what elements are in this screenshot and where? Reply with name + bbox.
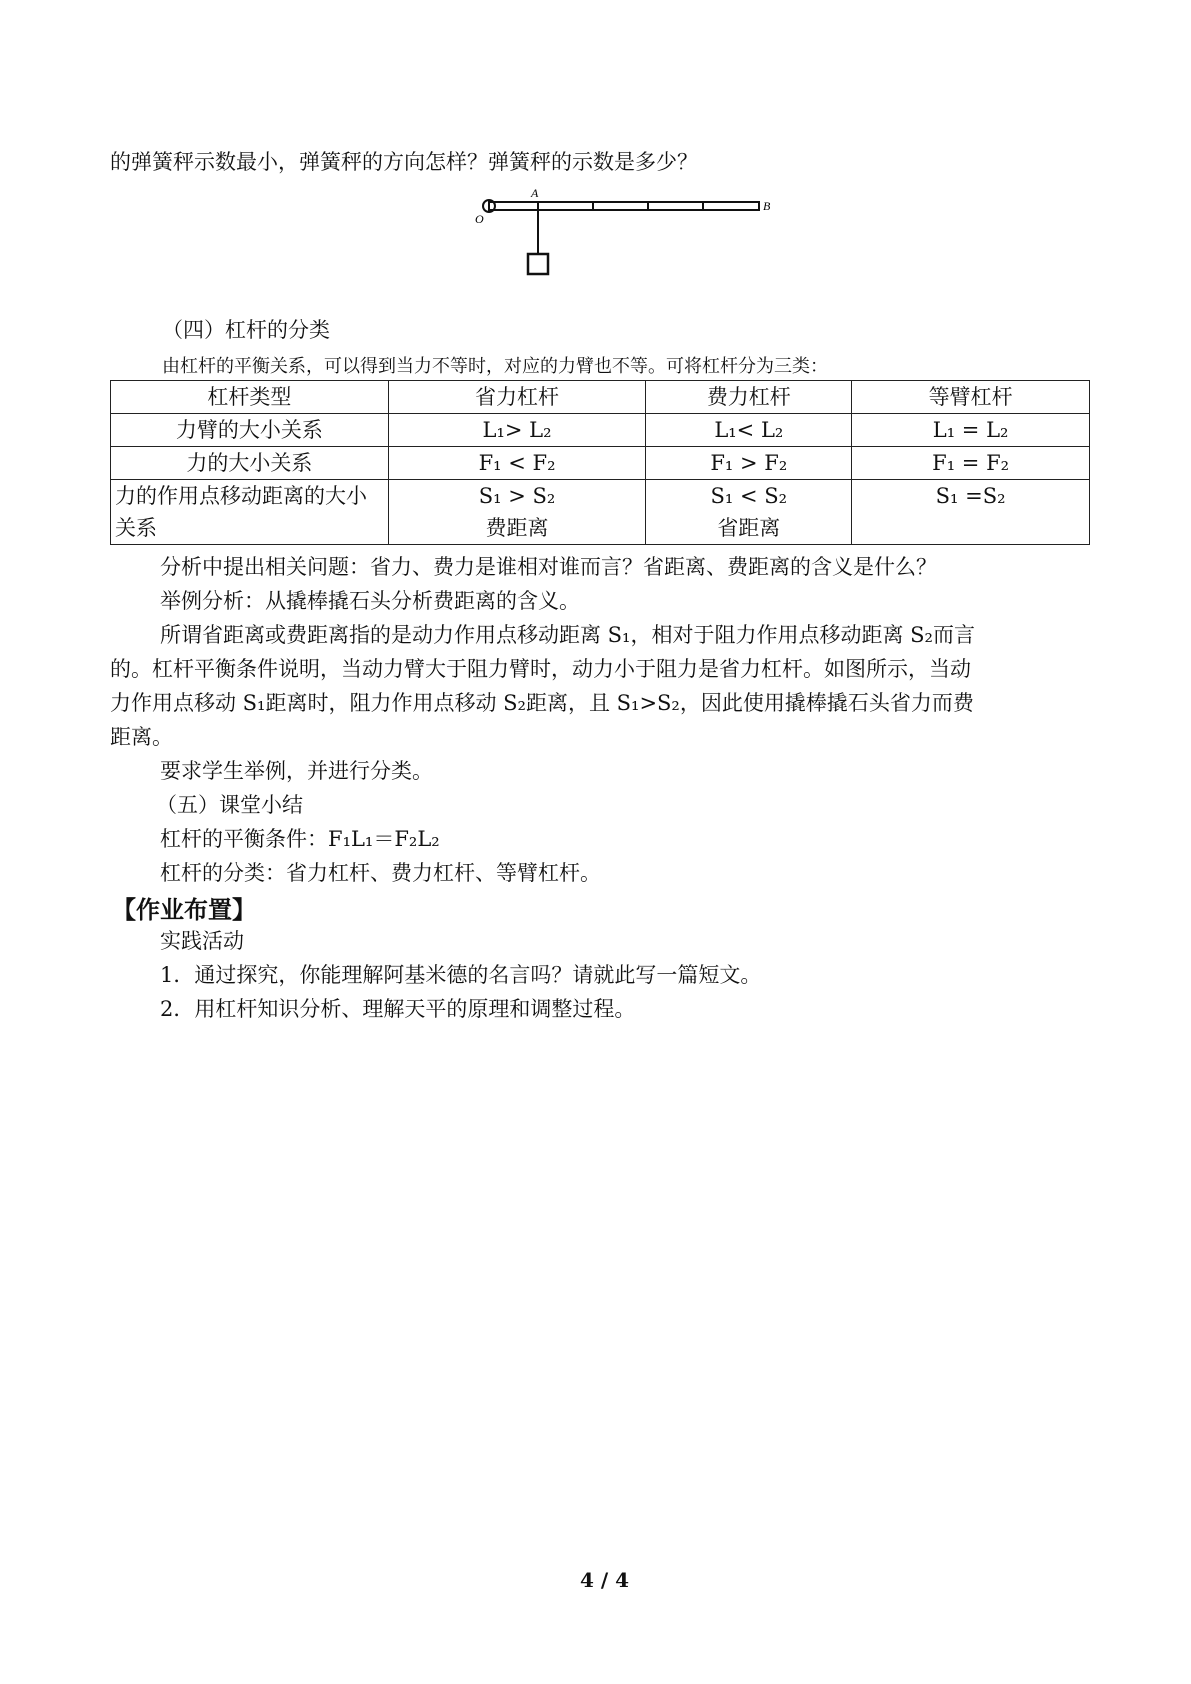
summary-balance-condition: 杠杆的平衡条件：F₁L₁＝F₂L₂ [160,827,440,851]
section-4-intro: 由杠杆的平衡关系，可以得到当力不等时，对应的力臂也不等。可将杠杆分为三类： [162,356,828,377]
table-header-row [111,381,1090,414]
cell-relation: S₁ =S₂ [935,484,1006,508]
row-label: 力的作用点移动距离的大小关系 [111,480,389,545]
row-label: 力臂的大小关系 [111,414,389,447]
section-4-title: （四）杠杆的分类 [162,318,330,342]
analysis-task: 要求学生举例，并进行分类。 [160,759,433,783]
header-cell: 省力杠杆 [388,381,646,414]
table-cell: L₁> L₂ [388,414,646,447]
section-5-title: （五）课堂小结 [156,793,303,817]
table-cell: L₁< L₂ [646,414,852,447]
table-cell: L₁ = L₂ [852,414,1090,447]
table-cell [852,480,1090,545]
question-continuation: 的弹簧秤示数最小，弹簧秤的方向怎样？弹簧秤的示数是多少？ [110,150,698,174]
analysis-paragraph-line: 力作用点移动 S₁距离时，阻力作用点移动 S₂距离，且 S₁>S₂，因此使用撬棒撬石头省力而费 [110,691,974,715]
analysis-example: 举例分析：从撬棒撬石头分析费距离的含义。 [160,589,580,613]
analysis-paragraph-line: 距离。 [110,725,173,749]
row-label: 力的大小关系 [111,447,389,480]
cell-note: 费距离 [485,516,549,540]
label-b: B [763,199,771,213]
cell-relation: S₁ > S₂ [478,484,556,508]
homework-item: 2．用杠杆知识分析、理解天平的原理和调整过程。 [160,997,636,1021]
analysis-question: 分析中提出相关问题：省力、费力是谁相对谁而言？省距离、费距离的含义是什么？ [160,555,937,579]
table-row [111,414,1090,447]
header-cell: 等臂杠杆 [852,381,1090,414]
table-cell: F₁ = F₂ [852,447,1090,480]
page-number: 4 / 4 [580,1568,630,1592]
header-cell: 杠杆类型 [111,381,389,414]
cell-relation: S₁ < S₂ [710,484,788,508]
analysis-paragraph-line: 的。杠杆平衡条件说明，当动力臂大于阻力臂时，动力小于阻力是省力杠杆。如图所示，当动 [110,657,971,681]
table-row [111,447,1090,480]
table-cell [388,480,646,545]
table-cell [646,480,852,545]
label-a: A [531,186,539,200]
analysis-paragraph-line: 所谓省距离或费距离指的是动力作用点移动距离 S₁，相对于阻力作用点移动距离 S₂而言 [160,623,975,647]
cell-note: 省距离 [717,516,781,540]
homework-item: 1．通过探究，你能理解阿基米德的名言吗？请就此写一篇短文。 [160,963,762,987]
header-cell: 费力杠杆 [646,381,852,414]
homework-heading: 【作业布置】 [112,896,256,924]
lever-figure [475,183,775,293]
table-row [111,480,1090,545]
table-cell: F₁ > F₂ [646,447,852,480]
summary-classification: 杠杆的分类：省力杠杆、费力杠杆、等臂杠杆。 [160,861,601,885]
lever-classification-table [110,380,1090,545]
label-o: O [475,212,484,226]
table-cell: F₁ < F₂ [388,447,646,480]
homework-subheading: 实践活动 [160,929,244,953]
